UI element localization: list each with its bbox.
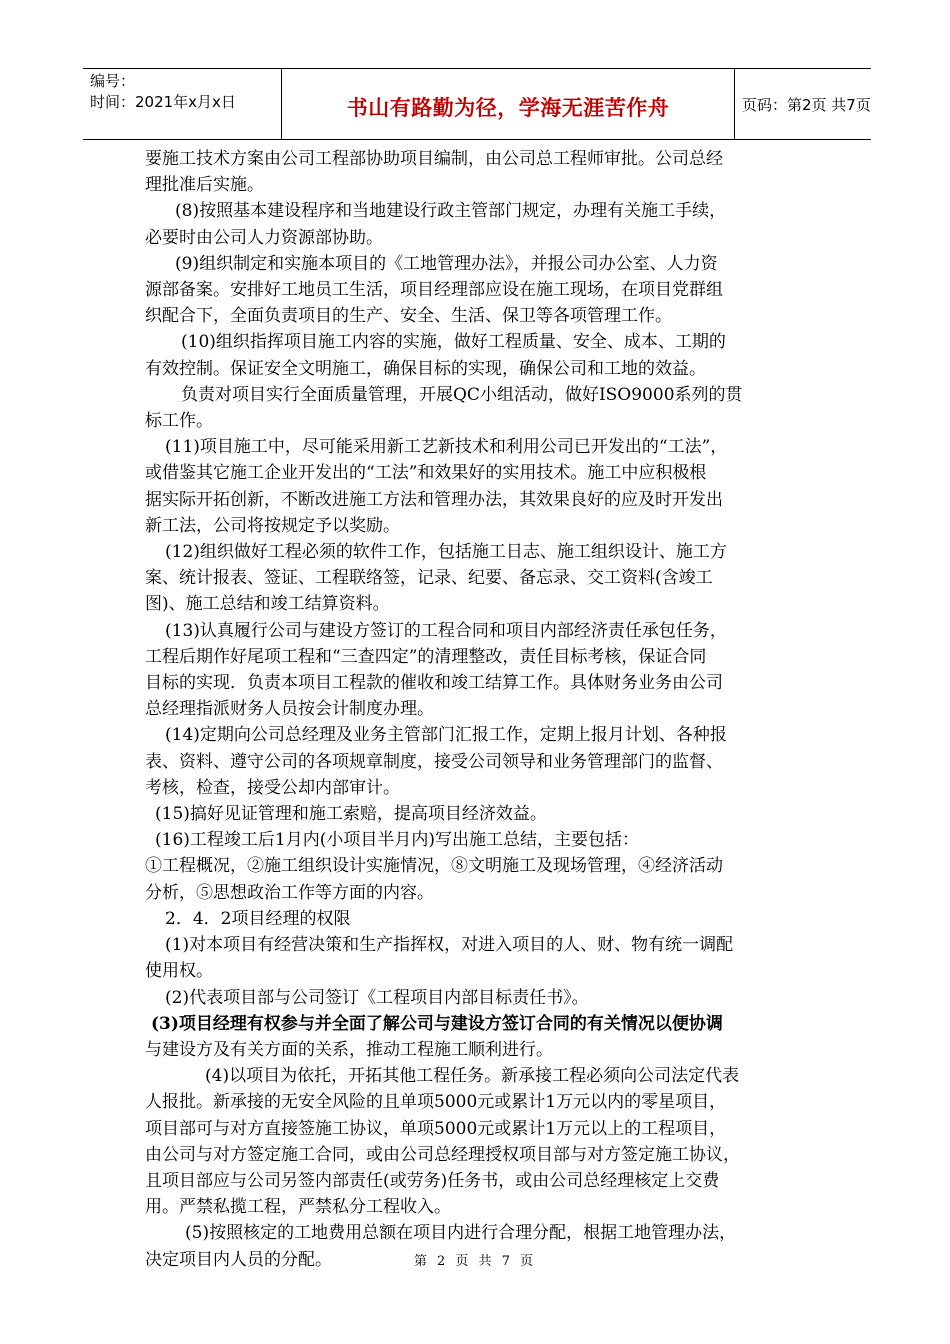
body-line: 或借鉴其它施工企业开发出的“工法”和效果好的实用技术。施工中应积极根 — [145, 463, 707, 484]
page-footer: 第 2 页 共 7 页 — [413, 1254, 537, 1269]
body-line: (14)定期向公司总经理及业务主管部门汇报工作，定期上报月计划、各种报 — [165, 725, 727, 746]
document-time-label: 时间：2021年x月x日 — [90, 93, 236, 111]
body-line: (15)搞好见证管理和施工索赔，提高项目经济效益。 — [155, 804, 547, 825]
body-line: 项目部可与对方直接签施工协议，单项5000元或累计1万元以上的工程项目， — [145, 1118, 727, 1139]
body-line: 决定项目内人员的分配。 — [145, 1249, 332, 1270]
body-line: (9)组织制定和实施本项目的《工地管理办法》，并报公司办公室、人力资 — [175, 253, 718, 274]
body-line: 必要时由公司人力资源部协助。 — [145, 227, 383, 248]
body-line: 据实际开拓创新，不断改进施工方法和管理办法，其效果良好的应及时开发出 — [145, 489, 723, 510]
body-line: 分析，⑤思想政治工作等方面的内容。 — [145, 882, 434, 903]
body-line: 织配合下，全面负责项目的生产、安全、生活、保卫等各项管理工作。 — [145, 306, 672, 327]
body-line: (16)工程竣工后1月内(小项目半月内)写出施工总结，主要包括： — [155, 830, 639, 851]
body-line: 源部备案。安排好工地员工生活，项目经理部应设在施工现场，在项目党群组 — [145, 280, 723, 301]
header-meta-cell — [83, 69, 281, 139]
header-motto: 书山有路勤为径，学海无涯苦作舟 — [346, 96, 670, 120]
body-line: (13)认真履行公司与建设方签订的工程合同和项目内部经济责任承包任务， — [165, 620, 727, 641]
body-line: ①工程概况，②施工组织设计实施情况，⑧文明施工及现场管理，④经济活动 — [145, 856, 723, 877]
body-line: 工程后期作好尾项工程和“三查四定”的清理整改，责任目标考核，保证合同 — [145, 646, 707, 667]
body-line: 理批准后实施。 — [145, 175, 264, 196]
body-line: 负责对项目实行全面质量管理，开展QC小组活动，做好ISO9000系列的贯 — [181, 384, 743, 405]
body-line: 用。严禁私揽工程，严禁私分工程收入。 — [145, 1197, 451, 1218]
body-line: (8)按照基本建设程序和当地建设行政主管部门规定，办理有关施工手续， — [175, 201, 727, 222]
body-line: 案、统计报表、签证、工程联络签，记录、纪要、备忘录、交工资料(含竣工 — [145, 568, 713, 589]
body-line: 图)、施工总结和竣工结算资料。 — [145, 594, 390, 615]
body-line: 2．4．2项目经理的权限 — [165, 908, 351, 929]
body-line: (1)对本项目有经营决策和生产指挥权，对进入项目的人、财、物有统一调配 — [165, 935, 734, 956]
body-line: (11)项目施工中，尽可能采用新工艺新技术和利用公司已开发出的“工法”， — [165, 437, 728, 458]
body-line: 要施工技术方案由公司工程部协助项目编制，由公司总工程师审批。公司总经 — [145, 149, 723, 169]
header-page-cell — [734, 69, 871, 139]
body-line: 标工作。 — [145, 411, 213, 432]
body-line: (4)以项目为依托，开拓其他工程任务。新承接工程必须向公司法定代表 — [205, 1066, 740, 1087]
body-line: 考核，检查，接受公却内部审计。 — [145, 777, 400, 798]
body-line: 新工法，公司将按规定予以奖励。 — [145, 515, 400, 536]
body-line: (2)代表项目部与公司签订《工程项目内部目标责任书》。 — [165, 987, 589, 1008]
body-line: 人报批。新承接的无安全风险的且单项5000元或累计1万元以内的零星项目， — [145, 1092, 727, 1113]
body-line: (3)项目经理有权参与并全面了解公司与建设方签订合同的有关情况以便协调 — [151, 1013, 723, 1034]
body-line: (5)按照核定的工地费用总额在项目内进行合理分配，根据工地管理办法， — [185, 1223, 737, 1244]
body-line: 表、资料、遵守公司的各项规章制度，接受公司领导和业务管理部门的监督、 — [145, 751, 723, 772]
document-number-label: 编号： — [90, 72, 136, 90]
body-line: 与建设方及有关方面的关系，推动工程施工顺利进行。 — [145, 1039, 553, 1060]
body-line: 使用权。 — [145, 961, 213, 982]
header-page-label: 页码：第2页 共7页 — [742, 96, 871, 114]
body-line: 目标的实现．负责本项目工程款的催收和竣工结算工作。具体财务业务由公司 — [145, 673, 723, 694]
document-header — [83, 68, 871, 140]
body-line: 且项目部应与公司另签内部责任(或劳务)任务书，或由公司总经理核定上交费 — [145, 1170, 720, 1191]
body-line: (10)组织指挥项目施工内容的实施，做好工程质量、安全、成本、工期的 — [181, 332, 726, 353]
body-line: (12)组织做好工程必须的软件工作，包括施工日志、施工组织设计、施工方 — [165, 542, 727, 563]
body-line: 由公司与对方签定施工合同，或由公司总经理授权项目部与对方签定施工协议， — [145, 1144, 740, 1165]
body-line: 总经理指派财务人员按会计制度办理。 — [145, 699, 434, 720]
header-motto-cell — [281, 69, 735, 139]
document-body — [145, 146, 810, 1273]
body-line: 有效控制。保证安全文明施工，确保目标的实现，确保公司和工地的效益。 — [145, 358, 706, 379]
